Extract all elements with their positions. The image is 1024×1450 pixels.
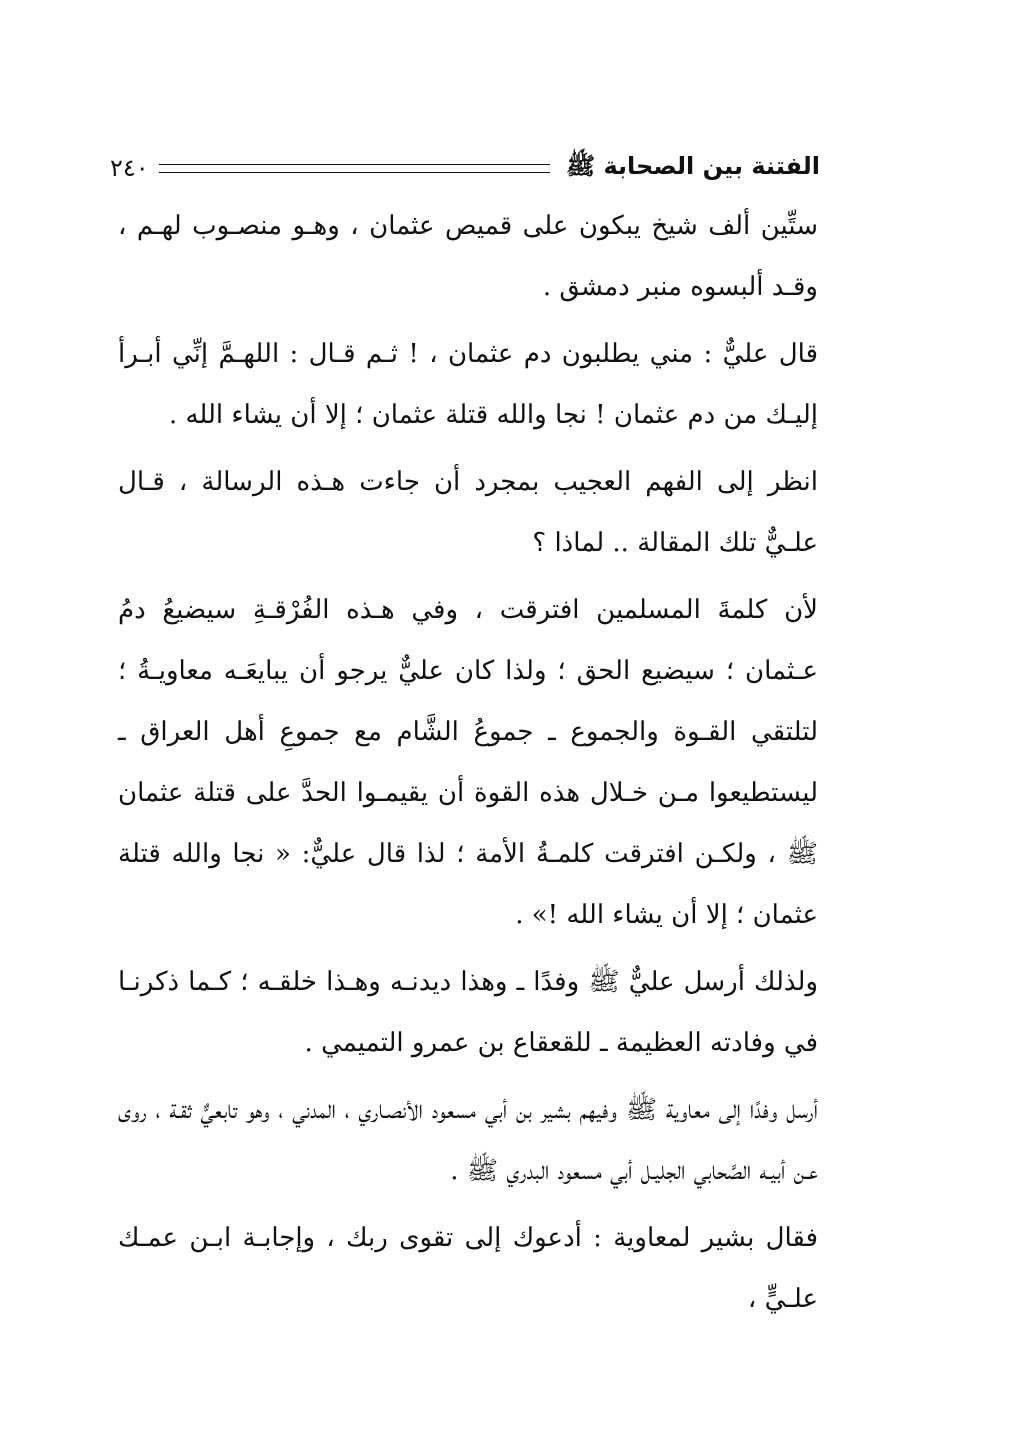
paragraph-5: ولذلك أرسل عليٌّ ﷺ وفدًا ـ وهذا ديدنـه وهـذا خلقـه ؛ كـما ذكرنـا في وفادته العظيمة ـ للقعقاع بن عمرو التميمي . <box>118 967 818 1058</box>
paragraph-7: فقال بشير لمعاوية : أدعوك إلى تقوى ربك ، وإجابـة ابـن عمـك علـيٍّ ، <box>118 1223 818 1314</box>
page-number: ٢٤٠ <box>110 154 149 182</box>
header-double-rule <box>159 164 550 173</box>
paragraph-3: انظر إلى الفهم العجيب بمجرد أن جاءت هـذه الرسالة ، قـال علـيٌّ تلك المقالة .. لماذا ؟ <box>118 467 818 558</box>
paragraph-2: قال عليٌّ : مني يطلبون دم عثمان ، ! ثـم قـال : اللهـمَّ إنِّي أبـرأ إليـك من دم عثمان ! نجا والله قتلة عثمان ؛ إلا أن يشاء الله . <box>118 339 818 430</box>
page-body <box>118 196 818 1336</box>
paragraph-6: أرسل وفدًا إلى معاوية ﷺ وفيهم بشير بن أبي مسعود الأنصـاري ، المدني ، وهو تابعيٌّ ثقـة ، روى عـن أبيـه الصَّحابي الجليـل أبي مسعود البدري ﷺ . <box>118 1095 818 1186</box>
running-header <box>110 148 820 188</box>
paragraph-4: لأن كلمةَ المسلمين افترقت ، وفي هـذه الفُرْقـةِ سيضيعُ دمُ عـثمان ؛ سيضيع الحق ؛ ولذا كان عليٌّ يرجو أن يبايعَـه معاويـةُ ؛ لتلتقي القـوة والجموع ـ جموعُ الشَّام مع جموعِ أهل العراق ـ ليستطيعوا مـن خـلال هذه القوة أن يقيمـوا الحدَّ على قتلة عثمان ﷺ ، ولكـن افترقت كلمـةُ الأمة ؛ لذا قال عليٌّ: « نجا والله قتلة عثمان ؛ إلا أن يشاء الله !» . <box>118 595 818 930</box>
header-title: الفتنة بين الصحابة ﷺ <box>566 151 820 180</box>
paragraph-1: ستِّين ألف شيخ يبكون على قميص عثمان ، وهـو منصـوب لهـم ، وقـد ألبسوه منبر دمشق . <box>118 211 818 302</box>
